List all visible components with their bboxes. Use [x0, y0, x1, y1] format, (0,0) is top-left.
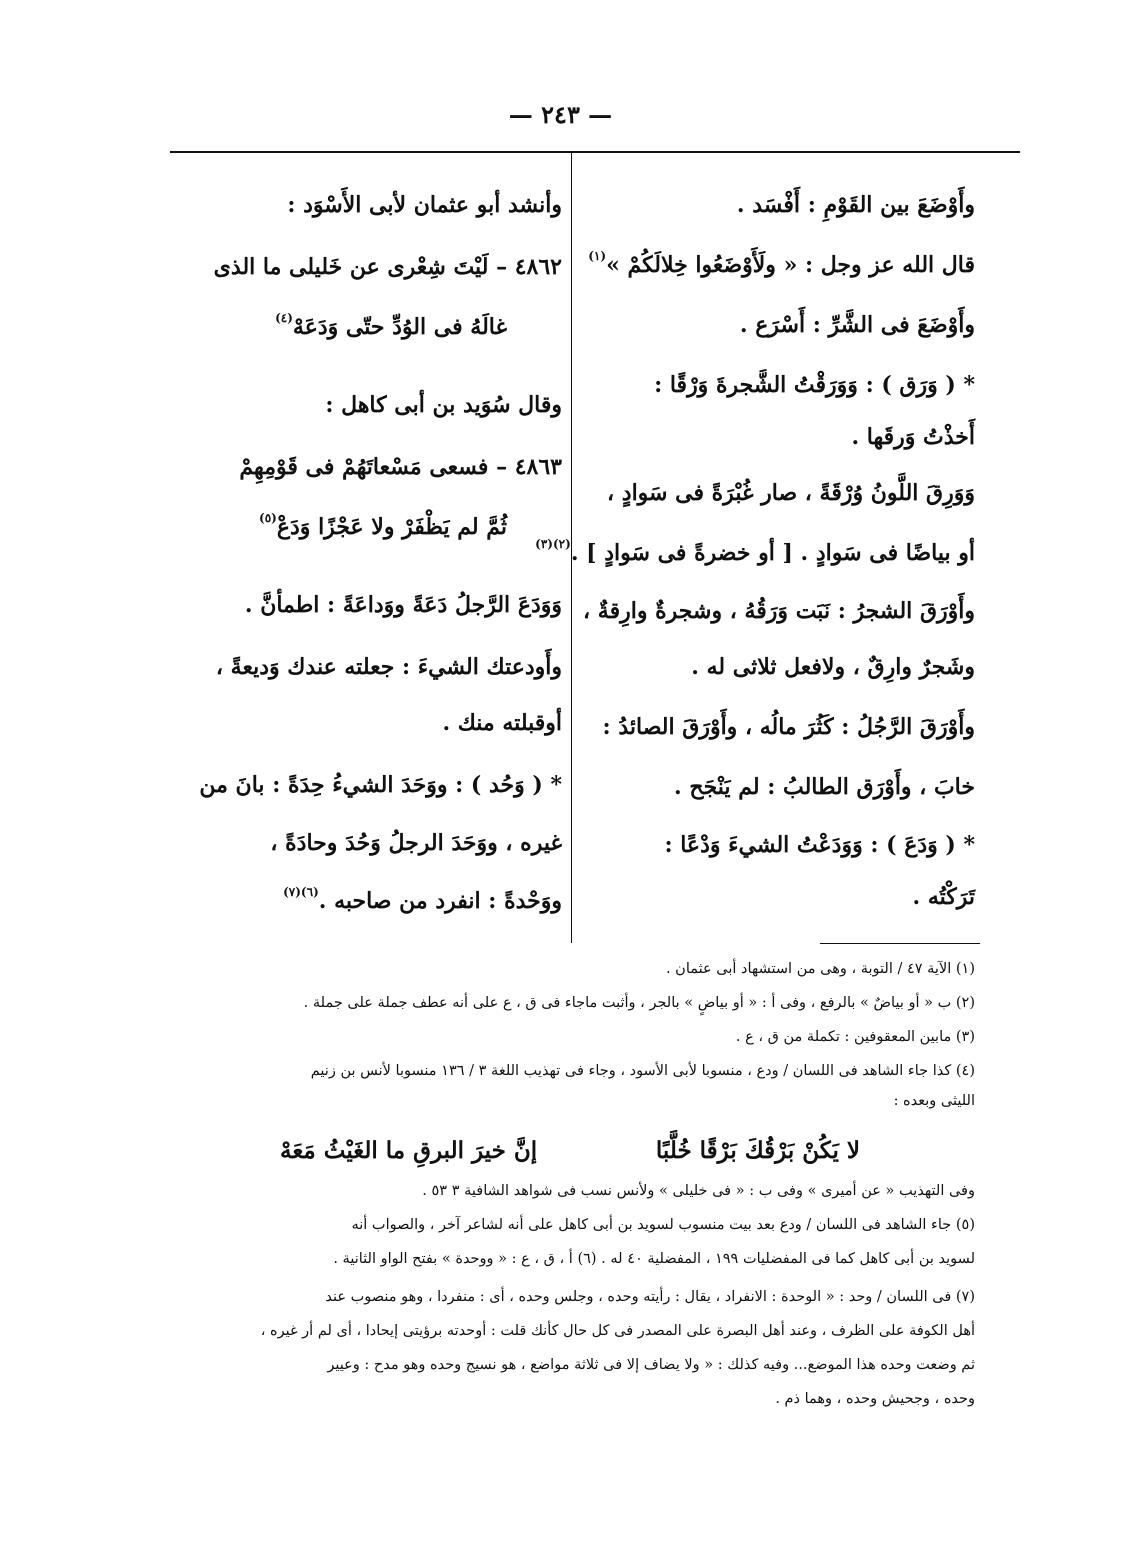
footnote-ref: (٥): [259, 511, 277, 525]
text-line: وأَودعتك الشيءَ : جعلته عندك وَديعةً ،: [215, 654, 562, 680]
text-line: وأَوْرَقَ الرَّجُلُ : كَثُرَ مالُه ، وأَوْرَقَ الصائدُ :: [602, 714, 975, 740]
text-line: أَخذْتُ وَرقَها .: [851, 424, 975, 450]
footnote-verse: [280, 1137, 860, 1177]
footnote-rule: [820, 943, 980, 944]
footnote-3: (٣) مابين المعقوفين : تكملة من ق ، ع .: [735, 1029, 975, 1045]
text-segment: ووَحْدةً : انفرد من صاحبه .: [318, 888, 562, 914]
text-line: وأنشد أبو عثمان لأبى الأَسْوَد :: [287, 192, 562, 218]
verse-4862-second: [180, 310, 507, 347]
text-line: وأَوْضَعَ فى الشَّرِّ : أَسْرَع .: [739, 312, 975, 338]
footnote-ref: (١): [588, 249, 607, 263]
header-rule: [170, 151, 1020, 153]
footnote-7-cont: ثم وضعت وحده هذا الموضع... وفيه كذلك : « ولا يضاف إلا فى ثلاثة مواضع ، هو نسيج وحده وهو مدح : وعيير: [327, 1357, 975, 1373]
verse-hemistich-first: لا يَكُنْ بَرْقُكَ بَرْقًا خُلَّبًا: [655, 1137, 860, 1164]
footnote-4-note: وفى التهذيب « عن أميرى » وفى ب : « فى خليلى » ولأنس نسب فى شواهد الشافية ٣ ٥٣ .: [422, 1183, 975, 1199]
footnote-4-cont: الليثى وبعده :: [893, 1093, 975, 1109]
entry-heading-wrq: * ( وَرَق ) : وَوَرَقْتُ الشَّجرةَ وَرْقًا :: [654, 372, 975, 398]
verse-4862-first: ٤٨٦٢ – لَيْتَ شِعْرى عن خَليلى ما الذى: [213, 254, 562, 280]
footnote-ref: (٣): [535, 537, 553, 551]
footnote-5-6: لسويد بن أبى كاهل كما فى المفضليات ١٩٩ ، المفضلية ٤٠ له . (٦) أ ، ق ، ع : « ووحدة » بفتح الواو الثانية .: [333, 1251, 975, 1267]
footnote-1: (١) الآية ٤٧ / التوبة ، وهى من استشهاد أبى عثمان .: [665, 961, 975, 977]
footnote-7-cont: أهل الكوفة على الظرف ، وعند أهل البصرة على المصدر فى كل حال كأنك قلت : أوحدته برؤيتى إيحادا ، أى لم أر غيره ،: [260, 1323, 975, 1339]
footnote-4: (٤) كذا جاء الشاهد فى اللسان / ودع ، منسوبا لأبى الأسود ، وجاء فى تهذيب اللغة ٣ / ١٣٦ منسوبا لأنس بن زنيم: [310, 1063, 975, 1079]
text-line: أوقبلته منك .: [442, 710, 562, 736]
text-segment: غالَهُ فى الوُدِّ حتّى وَدَعَهْ: [292, 314, 507, 340]
text-line: وأَوْرَقَ الشجرُ : نَبَت وَرَقُهُ ، وشجرةٌ وارِقةٌ ،: [583, 598, 975, 624]
entry-heading-whd: * ( وَحُد ) : ووَحَدَ الشيءُ حِدَةً : بانَ من: [199, 772, 562, 798]
text-line: [580, 248, 975, 285]
text-line: وقال سُوَيد بن أبى كاهل :: [325, 392, 562, 418]
text-line: غيره ، ووَحَدَ الرجلُ وَحُدَ وحادَةً ،: [270, 830, 562, 856]
page-number: — ٢٤٣ —: [508, 100, 613, 129]
text-line: وَوَدَعَ الرَّجلُ دَعَةً ووَداعَةً : اطمأنَّ .: [244, 592, 562, 618]
footnote-2: (٢) ب « أو بياضٌ » بالرفع ، وفى أ : « أو بياضٍ » بالجر ، وأثبت ماجاء فى ق ، ع على أنه عطف جملة على جملة .: [303, 995, 975, 1011]
footnote-ref: (٦): [300, 885, 319, 899]
text-line: وشَجرٌ وارِقٌ ، ولافعل ثلاثى له .: [691, 654, 975, 680]
footnote-ref: (٢): [552, 537, 571, 551]
text-line: تَرَكْتُه .: [912, 884, 975, 910]
footnote-5: (٥) جاء الشاهد فى اللسان / ودع بعد بيت منسوب لسويد بن أبى كاهل على أنه لشاعر آخر ، والصواب أنه: [351, 1217, 975, 1233]
footnote-7: (٧) فى اللسان / وحد : « الوحدة : الانفراد ، يقال : رأيته وحده ، وجلس وحده ، أى : منفردا ، وهو منصوب عند: [325, 1289, 975, 1305]
text-segment: أو بياضًا فى سَوادٍ . [ أو خضرةً فى سَوادٍ ] .: [570, 540, 975, 566]
footnote-ref: (٤): [275, 311, 293, 325]
text-line: [535, 536, 975, 573]
text-line: وَوَرِقَ اللَّونُ وُرْقَةً ، صار غُبْرَةً فى سَوادٍ ،: [607, 480, 975, 506]
text-line: خابَ ، وأَوْرَق الطالبُ : لم يَنْجَح .: [674, 774, 975, 800]
text-segment: قال الله عز وجل : « ولَأَوْضَعُوا خِلالَكُمْ »: [606, 252, 975, 278]
text-segment: ثُمَّ لم يَظْفَرْ ولا عَجْزًا وَدَعْ: [276, 514, 507, 540]
entry-heading-wde: * ( وَدَعَ ) : وَوَدَعْتُ الشيءَ وَدْعًا :: [664, 832, 975, 858]
footnote-ref: (٧): [283, 885, 301, 899]
footnote-7-cont: وحده ، وجحيش وحده ، وهما ذم .: [775, 1391, 975, 1407]
text-line: [180, 884, 562, 921]
text-line: وأَوْضَعَ بين القَوْمِ : أَفْسَد .: [736, 192, 975, 218]
verse-4863-first: ٤٨٦٣ – فسعى مَسْعاتَهُمْ فى قَوْمِهِمْ: [239, 454, 562, 480]
verse-hemistich-second: إنَّ خيرَ البرقِ ما الغَيْثُ مَعَهْ: [280, 1137, 538, 1164]
verse-4863-second: [180, 510, 507, 547]
